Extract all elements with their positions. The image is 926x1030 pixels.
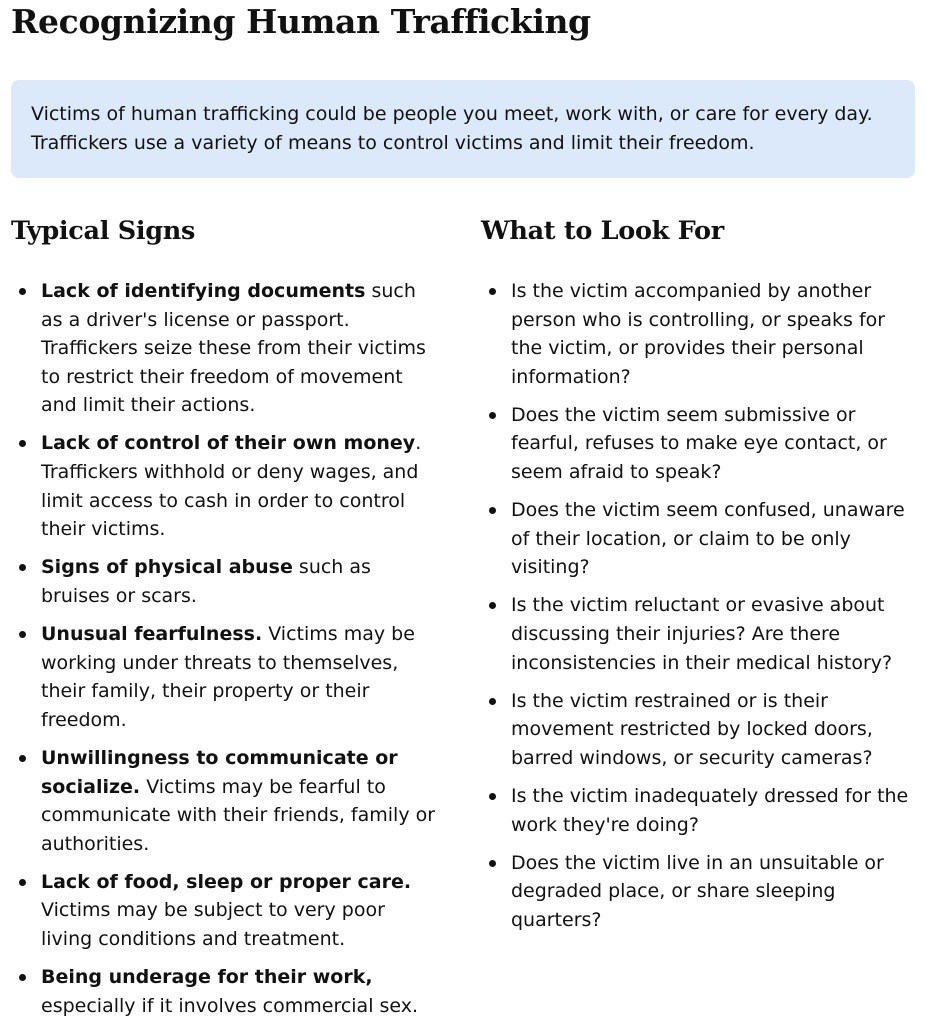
sign-item-text: especially if it involves commercial sex.	[41, 994, 419, 1017]
sign-item-bold: Lack of identifying documents	[41, 280, 366, 302]
look-for-list	[481, 277, 911, 934]
sign-item-bold: Being underage for their work,	[41, 966, 373, 989]
sign-item-bold: Signs of physical abuse	[41, 556, 293, 579]
look-for-column	[481, 277, 911, 944]
sign-item-bold: Unusual fearfulness.	[41, 623, 263, 646]
sign-item	[11, 868, 439, 954]
sign-item	[11, 429, 439, 543]
look-for-item: Is the victim restrained or is their movement restricted by locked doors, barred windows, or security cameras?	[481, 687, 911, 773]
sign-item	[11, 744, 439, 858]
look-for-item: Does the victim seem confused, unaware of their location, or claim to be only visiting?	[481, 496, 911, 582]
sign-item-text: Victims may be working under threats to themselves, their family, their property or their freedom.	[41, 623, 415, 731]
sign-item	[11, 963, 439, 1020]
sign-item-bold: Lack of control of their own money	[41, 432, 416, 455]
sign-item-text: Victims may be subject to very poor living conditions and treatment.	[41, 899, 385, 950]
sign-item-text: . Traffickers withhold or deny wages, and limit access to cash in order to control their victims.	[41, 432, 422, 541]
look-for-item: Is the victim inadequately dressed for the work they're doing?	[481, 782, 911, 839]
look-for-item: Does the victim seem submissive or fearful, refuses to make eye contact, or seem afraid to speak?	[481, 401, 911, 487]
sign-item-bold: Lack of food, sleep or proper care.	[41, 870, 412, 893]
signs-list	[11, 277, 439, 1020]
look-for-heading: What to Look For	[481, 216, 724, 246]
sign-item-text: such as a driver's license or passport. Traffickers seize these from their victims to restrict their freedom of movement and limit their actions.	[41, 280, 426, 417]
sign-item-bold: Unwillingness to communicate or socialize.	[41, 746, 398, 798]
sign-item	[11, 277, 439, 420]
intro-line-2: Traffickers use a variety of means to control victims and limit their freedom.	[31, 131, 755, 154]
sign-item-text: such as bruises or scars.	[41, 556, 371, 607]
look-for-item: Is the victim accompanied by another person who is controlling, or speaks for the victim, or provides their personal information?	[481, 277, 911, 391]
intro-callout	[11, 80, 915, 178]
sign-item	[11, 553, 439, 610]
page-title: Recognizing Human Trafficking	[11, 2, 591, 41]
signs-heading: Typical Signs	[11, 216, 196, 246]
intro-line-1: Victims of human trafficking could be people you meet, work with, or care for every day.	[31, 103, 873, 125]
sign-item-text: Victims may be fearful to communicate with their friends, family or authorities.	[41, 775, 436, 855]
look-for-item: Does the victim live in an unsuitable or degraded place, or share sleeping quarters?	[481, 849, 911, 935]
sign-item	[11, 620, 439, 734]
signs-column	[11, 277, 439, 1030]
look-for-item: Is the victim reluctant or evasive about discussing their injuries? Are there inconsistencies in their medical history?	[481, 591, 911, 677]
